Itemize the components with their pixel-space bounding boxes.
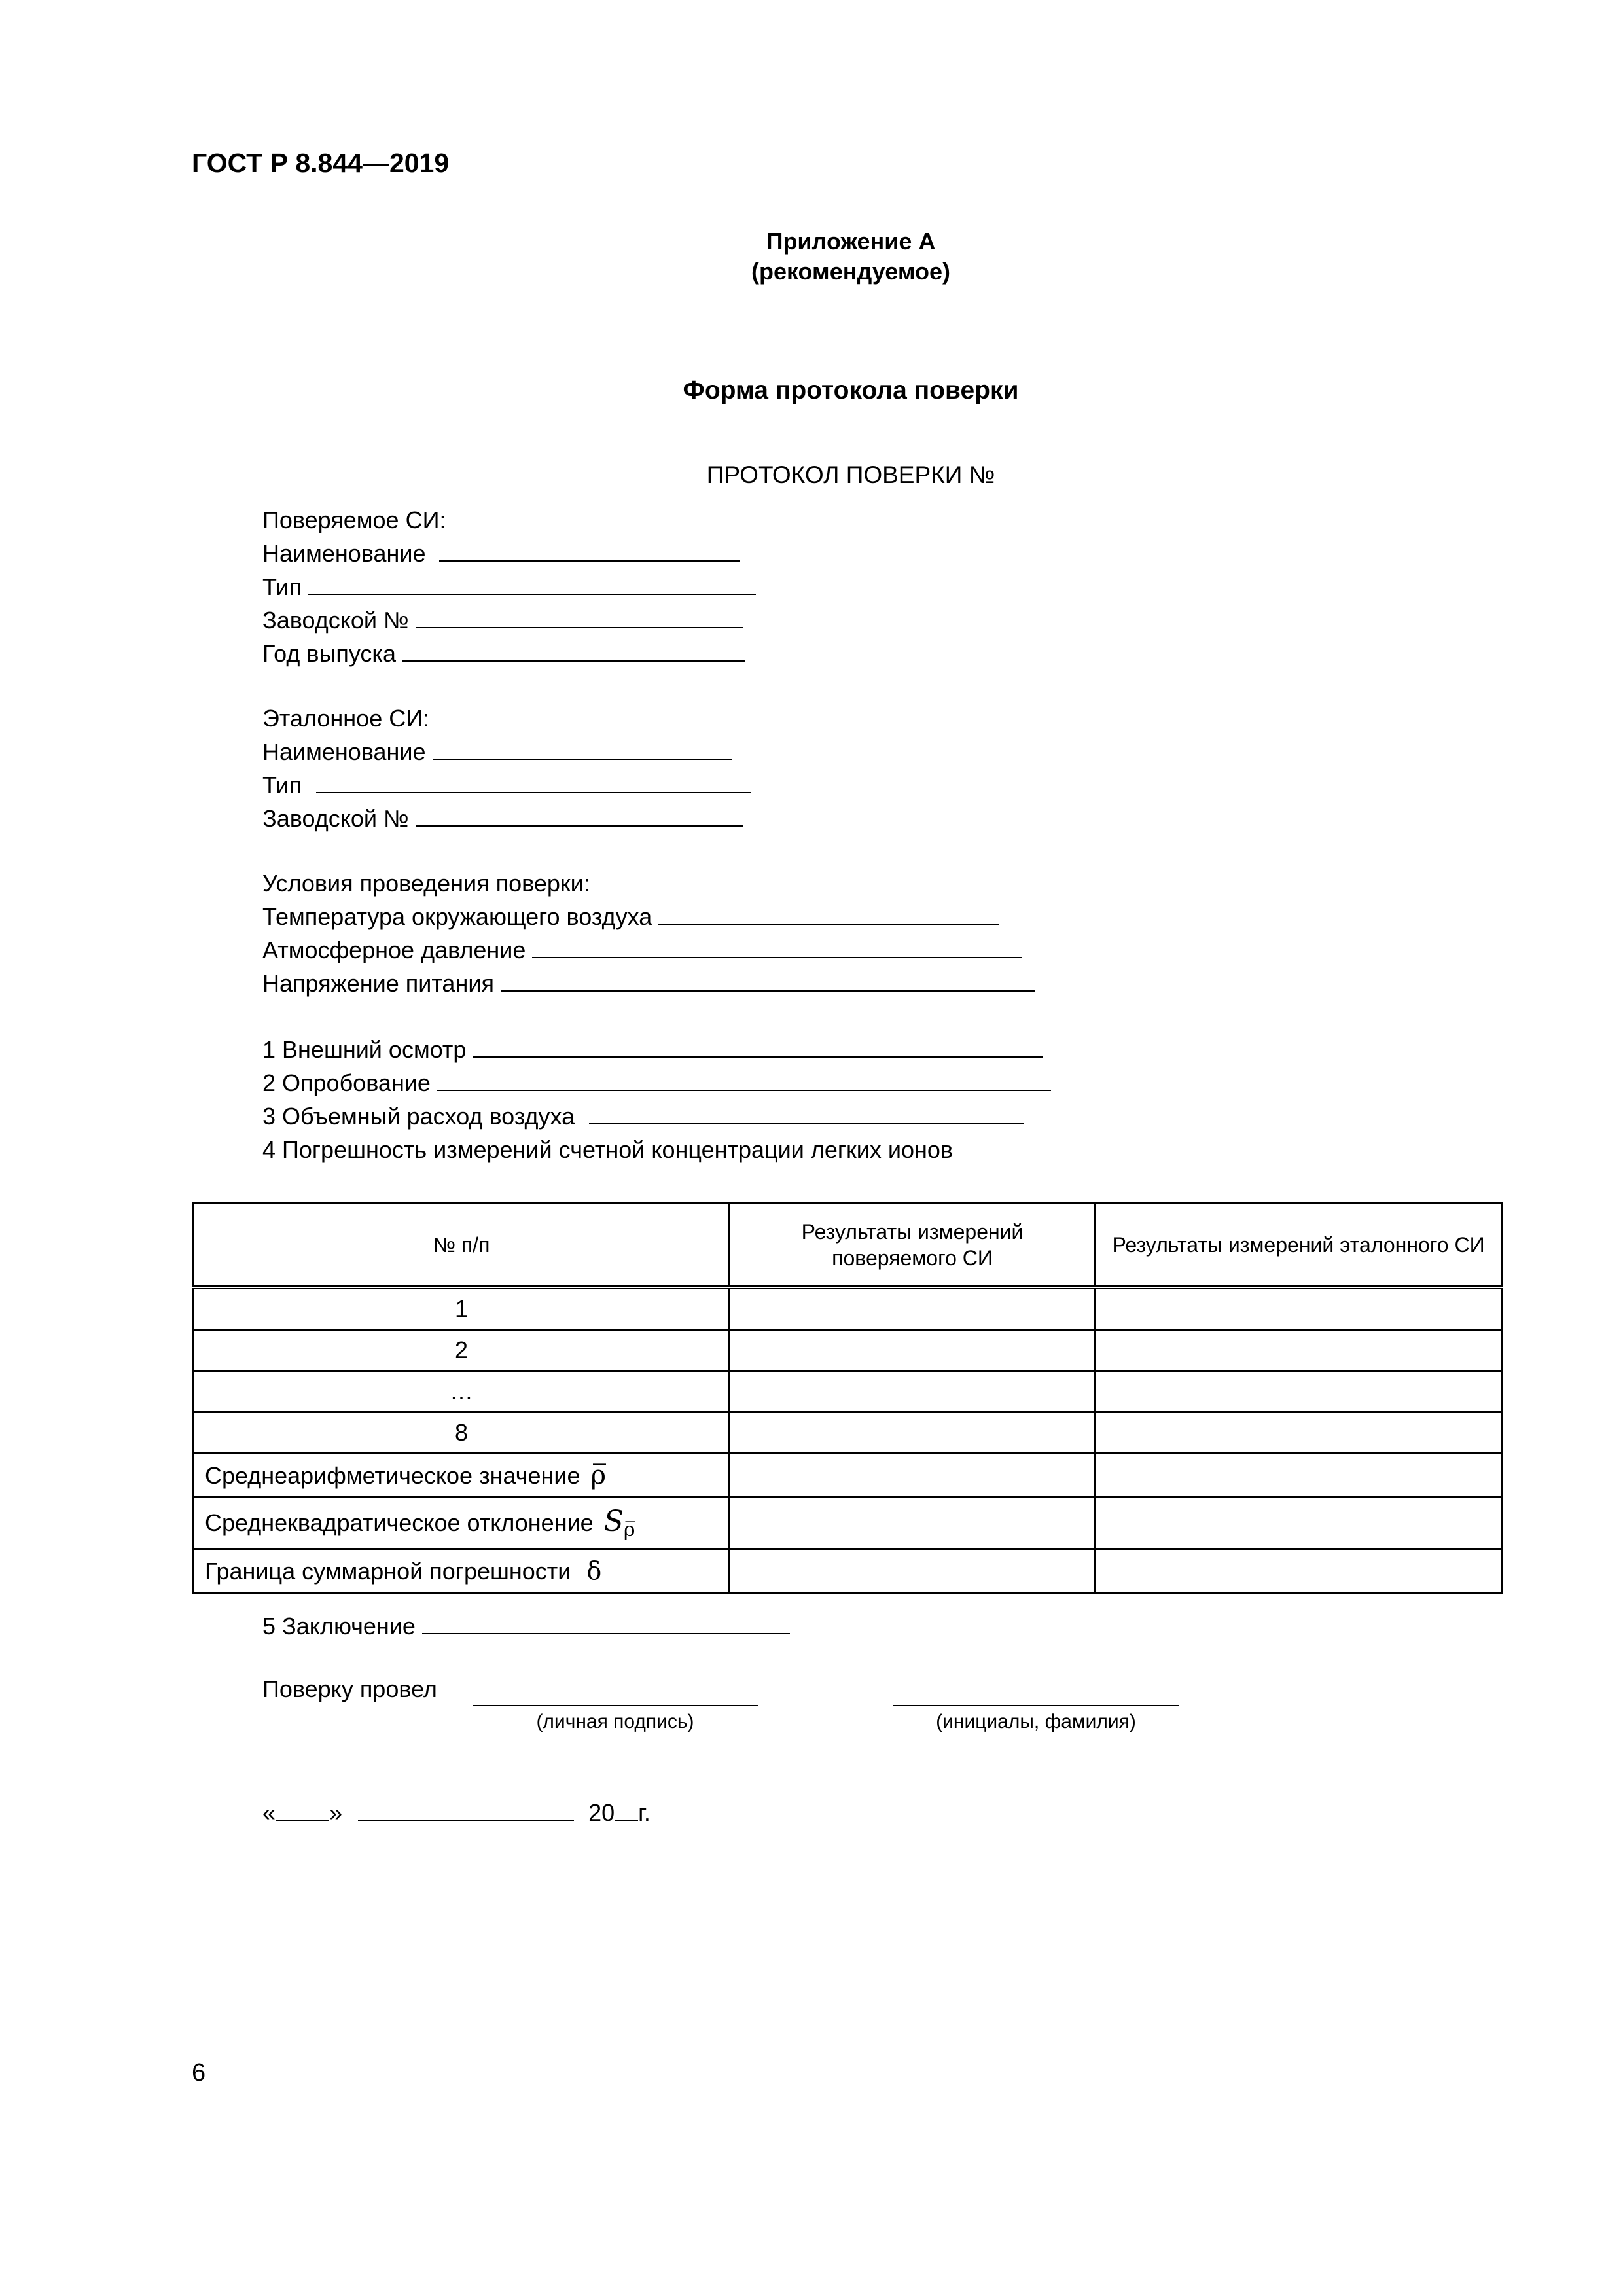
fill-line	[402, 660, 745, 662]
date-field	[262, 1800, 651, 1826]
reference-si-heading: Эталонное СИ:	[262, 705, 430, 732]
field-label: Атмосферное давление	[262, 937, 526, 963]
delta-symbol: δ	[586, 1556, 602, 1585]
name-caption: (инициалы, фамилия)	[936, 1711, 1136, 1732]
year-prefix: 20	[588, 1799, 615, 1826]
header-cell-reference: Результаты измерений эталонного СИ	[1096, 1203, 1502, 1288]
step-external-inspection	[262, 1037, 1043, 1063]
fill-line	[433, 758, 732, 760]
s-symbol: S	[603, 1504, 624, 1538]
row-number: 8	[194, 1412, 730, 1454]
standard-designation: ГОСТ Р 8.844—2019	[192, 148, 450, 178]
form-title: Форма протокола поверки	[683, 376, 1019, 404]
fill-line	[316, 791, 751, 793]
table-row	[194, 1330, 1502, 1371]
reference-si-serial-field	[262, 806, 743, 832]
field-label: Напряжение питания	[262, 970, 494, 997]
header-cell-number: № п/п	[194, 1203, 730, 1288]
table-row-std	[194, 1498, 1502, 1549]
bound-label: Граница суммарной погрешности	[205, 1558, 571, 1585]
results-table	[192, 1202, 1503, 1594]
conclusion-field	[262, 1613, 790, 1640]
table-cell	[730, 1412, 1096, 1454]
name-line	[893, 1704, 1179, 1706]
field-label: 5 Заключение	[262, 1613, 416, 1640]
verified-si-year-field	[262, 641, 745, 667]
fill-line	[658, 923, 999, 925]
table-cell	[730, 1498, 1096, 1549]
table-cell	[1096, 1287, 1502, 1330]
temperature-field	[262, 904, 999, 930]
table-row	[194, 1412, 1502, 1454]
mean-label: Среднеарифметическое значение	[205, 1462, 580, 1489]
year-suffix: г.	[638, 1799, 651, 1826]
field-label: Температура окружающего воздуха	[262, 903, 652, 930]
table-cell	[1096, 1371, 1502, 1412]
fill-line	[501, 990, 1035, 992]
table-row-mean	[194, 1454, 1502, 1498]
verified-si-serial-field	[262, 607, 743, 634]
open-quote: «	[262, 1799, 276, 1826]
table-cell	[730, 1549, 1096, 1593]
mean-label-cell	[194, 1454, 730, 1498]
pressure-field	[262, 937, 1022, 963]
table-cell	[1096, 1498, 1502, 1549]
field-label: Тип	[262, 772, 302, 798]
verified-si-name-field	[262, 541, 740, 567]
table-cell	[730, 1330, 1096, 1371]
signature-label: Поверку провел	[262, 1676, 437, 1702]
field-label: 2 Опробование	[262, 1069, 431, 1096]
fill-line	[416, 825, 743, 827]
step-air-flow	[262, 1103, 1024, 1130]
reference-si-type-field	[262, 772, 751, 798]
table-cell	[1096, 1549, 1502, 1593]
rho-bar-symbol: ρ̅	[590, 1460, 607, 1490]
step-ion-error: 4 Погрешность измерений счетной концентрации легких ионов	[262, 1136, 954, 1163]
month-line	[358, 1819, 574, 1821]
day-line	[276, 1819, 329, 1821]
row-number: 1	[194, 1287, 730, 1330]
field-label: Наименование	[262, 540, 426, 567]
table-cell	[1096, 1330, 1502, 1371]
table-cell	[730, 1287, 1096, 1330]
page-number: 6	[192, 2059, 206, 2087]
field-label: Год выпуска	[262, 640, 396, 667]
field-label: 3 Объемный расход воздуха	[262, 1103, 575, 1130]
fill-line	[416, 626, 743, 628]
field-label: Заводской №	[262, 607, 409, 634]
annex-status: (рекомендуемое)	[751, 258, 950, 285]
protocol-title: ПРОТОКОЛ ПОВЕРКИ №	[706, 461, 995, 488]
rho-bar-subscript: ρ̅	[623, 1518, 635, 1542]
bound-label-cell	[194, 1549, 730, 1593]
conditions-heading: Условия проведения поверки:	[262, 870, 590, 897]
table-cell	[730, 1371, 1096, 1412]
fill-line	[422, 1632, 790, 1634]
table-row	[194, 1371, 1502, 1412]
signature-caption: (личная подпись)	[536, 1711, 694, 1732]
verified-si-type-field	[262, 574, 756, 600]
table-cell	[1096, 1454, 1502, 1498]
reference-si-name-field	[262, 739, 732, 765]
table-row	[194, 1287, 1502, 1330]
table-header-row	[194, 1203, 1502, 1288]
fill-line	[308, 593, 756, 595]
fill-line	[589, 1122, 1024, 1124]
close-quote: »	[329, 1799, 343, 1826]
field-label: Наименование	[262, 738, 426, 765]
field-label: Заводской №	[262, 805, 409, 832]
table-row-bound	[194, 1549, 1502, 1593]
year-line	[615, 1819, 638, 1821]
std-label-cell	[194, 1498, 730, 1549]
step-testing	[262, 1070, 1051, 1096]
verified-si-heading: Поверяемое СИ:	[262, 507, 446, 533]
signature-line	[473, 1704, 758, 1706]
fill-line	[439, 560, 740, 562]
row-number: …	[194, 1371, 730, 1412]
table-cell	[730, 1454, 1096, 1498]
annex-title: Приложение А	[766, 228, 936, 255]
voltage-field	[262, 971, 1035, 997]
header-cell-verified: Результаты измерений поверяемого СИ	[730, 1203, 1096, 1288]
fill-line	[532, 956, 1022, 958]
row-number: 2	[194, 1330, 730, 1371]
field-label: Тип	[262, 573, 302, 600]
fill-line	[437, 1089, 1051, 1091]
field-label: 1 Внешний осмотр	[262, 1036, 467, 1063]
std-label: Среднеквадратическое отклонение	[205, 1509, 594, 1536]
table-cell	[1096, 1412, 1502, 1454]
fill-line	[473, 1056, 1043, 1058]
